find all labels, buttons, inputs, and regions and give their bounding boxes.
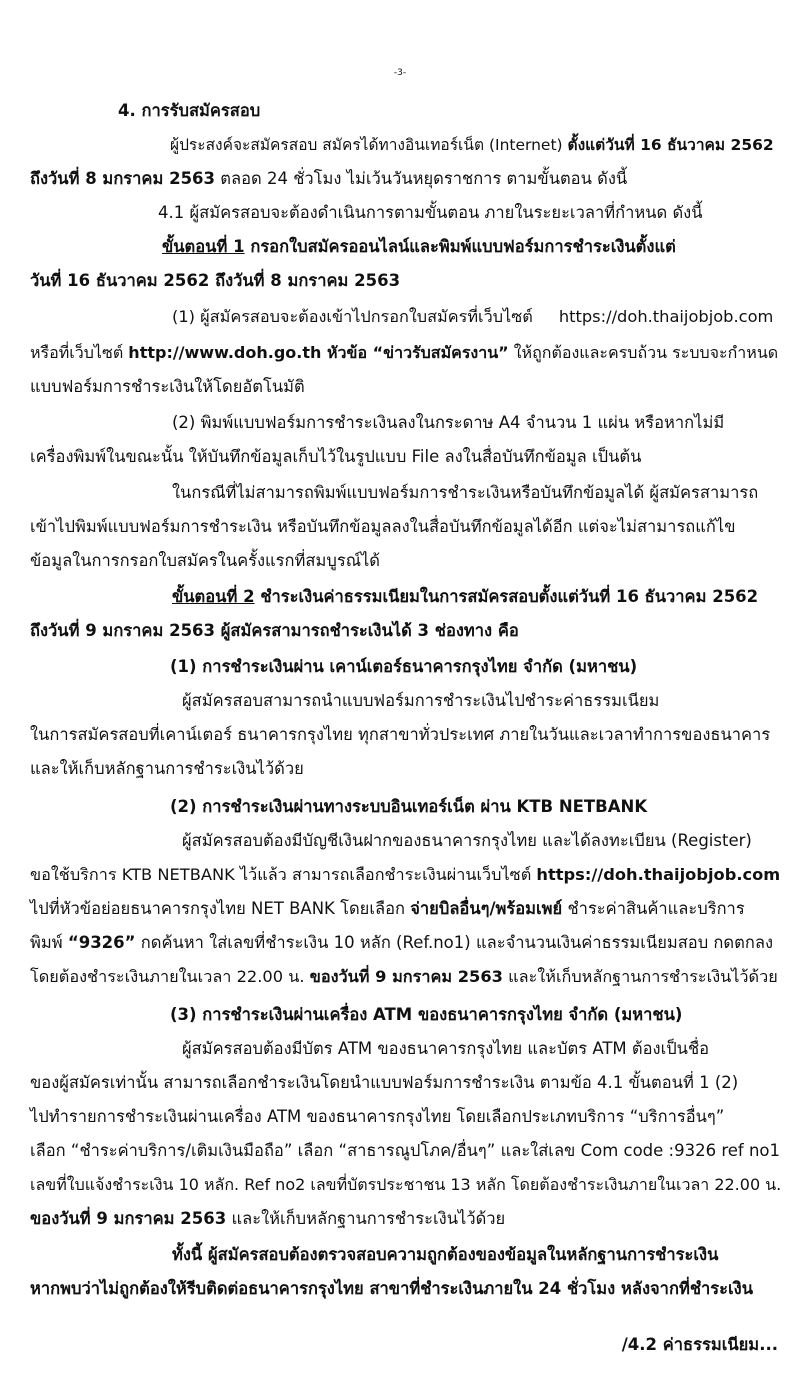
step-1-p3-line-1: ในกรณีที่ไม่สามารถพิมพ์แบบฟอร์มการชำระเงินหรือบันทึกข้อมูลได้ ผู้สมัครสามารถ [172, 483, 759, 502]
channel-2-text-3: ชำระค่าสินค้าและบริการ [562, 899, 745, 918]
note-line-2: หากพบว่าไม่ถูกต้องให้รีบติดต่อธนาคารกรุงไทย สาขาที่ชำระเงินภายใน 24 ชั่วโมง หลังจากที่ชำระเงิน [30, 1279, 753, 1298]
channel-2-line-1: ผู้สมัครสอบต้องมีบัญชีเงินฝากของธนาคารกรุงไทย และได้ลงทะเบียน (Register) [182, 831, 752, 850]
step-2-heading [172, 586, 758, 608]
channel-2-deadline: ของวันที่ 9 มกราคม 2563 [309, 967, 503, 986]
step-1-dates: วันที่ 16 ธันวาคม 2562 ถึงวันที่ 8 มกราคม 2563 [30, 271, 401, 290]
step-1-p1-text-2: หรือที่เว็บไซต์ [30, 343, 129, 362]
step-1-p1-text-3: ให้ถูกต้องและครบถ้วน ระบบจะกำหนด [508, 343, 779, 362]
continuation-marker: /4.2 ค่าธรรมเนียม... [621, 1335, 778, 1354]
step-2-label: ขั้นตอนที่ 2 [172, 587, 255, 606]
intro-text: ผู้ประสงค์จะสมัครสอบ สมัครได้ทางอินเทอร์เน็ต (Internet) [170, 136, 568, 154]
step-1-label: ขั้นตอนที่ 1 [162, 237, 245, 256]
service-code: “9326” [67, 933, 136, 952]
step-1-heading [162, 236, 676, 258]
channel-2-line-3 [30, 898, 745, 920]
step-1-p1-text: (1) ผู้สมัครสอบจะต้องเข้าไปกรอกใบสมัครที่เว็บไซต์ [172, 307, 533, 326]
item-4-1: 4.1 ผู้สมัครสอบจะต้องดำเนินการตามขั้นตอน ภายในระยะเวลาที่กำหนด ดังนี้ [158, 203, 703, 222]
channel-3-line-2: ของผู้สมัครเท่านั้น สามารถเลือกชำระเงินโดยนำแบบฟอร์มการชำระเงิน ตามข้อ 4.1 ขั้นตอนที่ 1 (2) [30, 1073, 739, 1092]
intro-text-2: ตลอด 24 ชั่วโมง ไม่เว้นวันหยุดราชการ ตามขั้นตอน ดังนี้ [215, 169, 628, 188]
channel-3-line-6 [30, 1208, 505, 1230]
channel-3-line-1: ผู้สมัครสอบต้องมีบัตร ATM ของธนาคารกรุงไทย และบัตร ATM ต้องเป็นชื่อ [182, 1039, 710, 1058]
step-2-title: ชำระเงินค่าธรรมเนียมในการสมัครสอบตั้งแต่วันที่ 16 ธันวาคม 2562 [254, 587, 759, 606]
step-1-p2-line-2: เครื่องพิมพ์ในขณะนั้น ให้บันทึกข้อมูลเก็บไว้ในรูปแบบ File ลงในสื่อบันทึกข้อมูล เป็นต้น [30, 447, 642, 466]
intro-line-2 [30, 168, 627, 190]
channel-2-line-2 [30, 864, 780, 886]
intro-start-date: ตั้งแต่วันที่ 16 ธันวาคม 2562 [567, 136, 774, 154]
channel-1-line-1: ผู้สมัครสอบสามารถนำแบบฟอร์มการชำระเงินไปชำระค่าธรรมเนียม [182, 691, 660, 710]
channel-2-text-7: และให้เก็บหลักฐานการชำระเงินไว้ด้วย [502, 967, 778, 986]
step-1-p2-line-1: (2) พิมพ์แบบฟอร์มการชำระเงินลงในกระดาษ A4 จำนวน 1 แผ่น หรือหากไม่มี [172, 413, 725, 432]
channel-2-line-5 [30, 966, 778, 988]
step-1-title: กรอกใบสมัครออนไลน์และพิมพ์แบบฟอร์มการชำระเงินตั้งแต่ [244, 237, 676, 256]
channel-2-text-4: พิมพ์ [30, 933, 68, 952]
step-1-p3-line-3: ข้อมูลในการกรอกใบสมัครในครั้งแรกที่สมบูรณ์ได้ [30, 551, 381, 570]
intro-end-date: ถึงวันที่ 8 มกราคม 2563 [30, 169, 216, 188]
intro-line-1 [170, 134, 774, 156]
news-topic: หัวข้อ “ข่าวรับสมัครงาน” [321, 343, 509, 362]
channel-2-text-6: โดยต้องชำระเงินภายในเวลา 22.00 น. [30, 967, 310, 986]
channel-1-line-3: และให้เก็บหลักฐานการชำระเงินไว้ด้วย [30, 759, 304, 778]
channel-2-line-4 [30, 932, 773, 954]
channel-2-text-5: กดค้นหา ใส่เลขที่ชำระเงิน 10 หลัก (Ref.no1) และจำนวนเงินค่าธรรมเนียมสอบ กดตกลง [135, 933, 774, 952]
channel-2-title: (2) การชำระเงินผ่านทางระบบอินเทอร์เน็ต ผ่าน KTB NETBANK [170, 797, 648, 816]
channel-2-text-2: ไปที่หัวข้อย่อยธนาคารกรุงไทย NET BANK โดยเลือก [30, 899, 411, 918]
website-link-1[interactable]: https://doh.thaijobjob.com [558, 307, 774, 326]
channel-1-title: (1) การชำระเงินผ่าน เคาน์เตอร์ธนาคารกรุงไทย จำกัด (มหาชน) [170, 657, 638, 676]
step-1-p1-line-2 [30, 342, 778, 364]
step-2-dates: ถึงวันที่ 9 มกราคม 2563 ผู้สมัครสามารถชำระเงินได้ 3 ช่องทาง คือ [30, 621, 519, 640]
step-1-p1-line-3: แบบฟอร์มการชำระเงินให้โดยอัตโนมัติ [30, 377, 305, 396]
channel-1-line-2: ในการสมัครสอบที่เคาน์เตอร์ ธนาคารกรุงไทย ทุกสาขาทั่วประเทศ ภายในวันและเวลาทำการของธนาคาร [30, 725, 771, 744]
channel-3-line-4: เลือก “ชำระค่าบริการ/เติมเงินมือถือ” เลือก “สาธารณูปโภค/อื่นๆ” และใส่เลข Com code :9326 ref no1 [30, 1141, 781, 1160]
channel-3-line-5: เลขที่ใบแจ้งชำระเงิน 10 หลัก. Ref no2 เลขที่บัตรประชาชน 13 หลัก โดยต้องชำระเงินภายในเวลา 22.00 น. [30, 1175, 782, 1194]
channel-2-text: ขอใช้บริการ KTB NETBANK ไว้แล้ว สามารถเลือกชำระเงินผ่านเว็บไซต์ [30, 865, 537, 884]
note-line-1: ทั้งนี้ ผู้สมัครสอบต้องตรวจสอบความถูกต้องของข้อมูลในหลักฐานการชำระเงิน [172, 1245, 719, 1264]
channel-3-deadline: ของวันที่ 9 มกราคม 2563 [30, 1209, 227, 1228]
section-4-title: 4. การรับสมัครสอบ [118, 101, 261, 120]
website-link-3[interactable]: https://doh.thaijobjob.com [536, 865, 781, 884]
channel-3-text: และให้เก็บหลักฐานการชำระเงินไว้ด้วย [226, 1209, 506, 1228]
channel-3-title: (3) การชำระเงินผ่านเครื่อง ATM ของธนาคารกรุงไทย จำกัด (มหาชน) [170, 1005, 683, 1024]
channel-3-line-3: ไปทำรายการชำระเงินผ่านเครื่อง ATM ของธนาคารกรุงไทย โดยเลือกประเภทบริการ “บริการอื่นๆ” [30, 1107, 725, 1126]
page-number: -3- [393, 68, 407, 78]
step-1-p3-line-2: เข้าไปพิมพ์แบบฟอร์มการชำระเงิน หรือบันทึกข้อมูลลงในสื่อบันทึกข้อมูลได้อีก แต่จะไม่สามารถแก้ไข [30, 517, 736, 536]
bill-payment-option: จ่ายบิลอื่นๆ/พร้อมเพย์ [410, 899, 563, 918]
website-link-2[interactable]: http://www.doh.go.th [128, 343, 322, 362]
step-1-p1-line-1 [172, 306, 773, 328]
